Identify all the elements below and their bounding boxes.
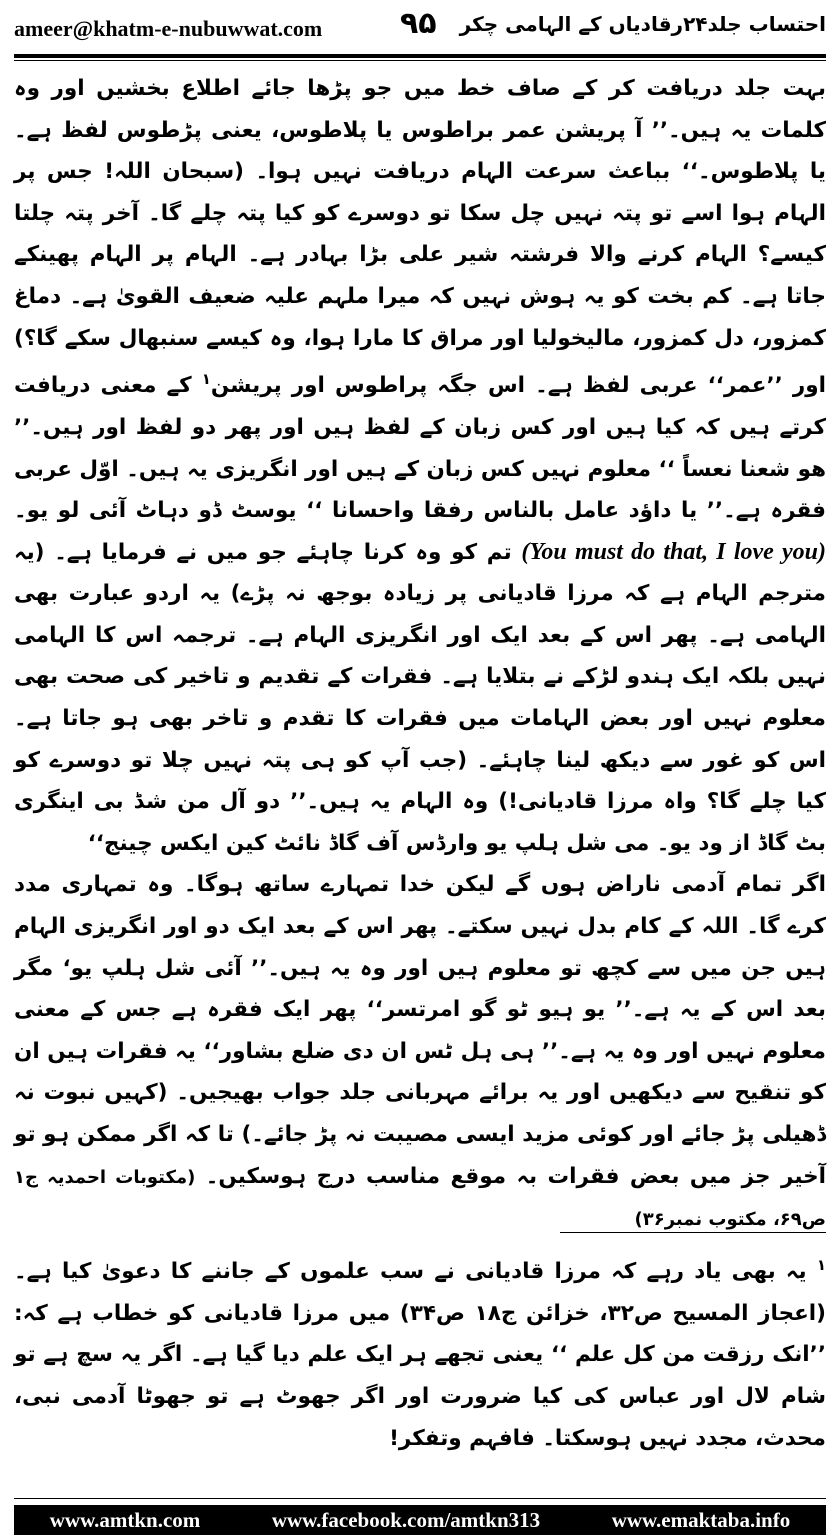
footnote-paragraph xyxy=(14,1245,826,1459)
header-rule-thick xyxy=(14,54,826,58)
english-quote: (You must do that, I love you) xyxy=(521,538,826,565)
page-header xyxy=(14,2,826,52)
reference-citation: (مکتوبات احمدیہ ج۱ ص۶۹، مکتوب نمبر۳۶) xyxy=(14,1166,826,1231)
main-text xyxy=(14,68,826,1241)
paragraph-1 xyxy=(14,68,826,864)
running-title: احتساب جلد۲۴رقادیاں کے الہامی چکر xyxy=(459,12,826,36)
footer-link-amtkn[interactable]: www.amtkn.com xyxy=(49,1507,201,1532)
footnote xyxy=(14,1245,826,1459)
header-email: ameer@khatm-e-nubuwwat.com xyxy=(14,16,323,41)
page-number: ۹۵ xyxy=(400,6,437,41)
footer-link-emaktaba[interactable]: www.emaktaba.info xyxy=(611,1507,791,1532)
header-rule-thin xyxy=(14,60,826,61)
footnote-number: ۱ xyxy=(816,1256,826,1274)
paragraph-1-text-c: تم کو وہ کرنا چاہئے جو میں نے فرمایا ہے۔ (یہ مترجم الہام ہے کہ مرزا قادیانی پر زیادہ بوجھ نہ پڑے) یہ اردو عبارت بھی الہامی ہے۔ پھر اس کے بعد ایک اور انگریزی الہام ہے۔ ترجمہ اس کا الہامی نہیں بلکہ ایک ہندو لڑکے نے بتلایا ہے۔ فقرات کے تقدیم و تاخیر کی صحت بھی معلوم نہیں اور بعض الہامات میں فقرات کا تقدم و تاخر بھی ہو جاتا ہے۔ اس کو غور سے دیکھ لینا چاہئے۔ (جب آپ کو ہی پتہ نہیں چلا تو دوسرے کو کیا چلے گا؟ واہ مرزا قادیانی!) وہ الہام یہ ہیں۔’’ دو آل من شڈ بی اینگری بٹ گاڈ از ود یو۔ می شل ہلپ یو وارڈس آف گاڈ نائٹ کین ایکس چینج‘‘ xyxy=(14,539,826,856)
footnote-marker: ۱ xyxy=(201,370,211,389)
page-footer xyxy=(14,1505,826,1535)
footer-link-facebook[interactable]: www.facebook.com/amtkn313 xyxy=(271,1507,541,1532)
paragraph-2-text: اگر تمام آدمی ناراض ہوں گے لیکن خدا تمہارے ساتھ ہوگا۔ وہ تمہاری مدد کرے گا۔ اللہ کے کام بدل نہیں سکتے۔ پھر اس کے بعد ایک دو اور انگریزی الہام ہیں جن میں سے کچھ تو معلوم ہیں اور وہ یہ ہیں۔’’ آئی شل ہلپ یو‘ مگر بعد اس کے یہ ہے۔’’ یو ہیو ٹو گو امرتسر‘‘ پھر ایک فقرہ ہے جس کے معنی معلوم نہیں اور وہ یہ ہے۔’’ ہی ہل ٹس ان دی ضلع بشاور‘‘ یہ فقرات ہیں ان کو تنقیح سے دیکھیں اور یہ برائے مہربانی جلد جواب بھیجیں۔ (کہیں نبوت نہ ڈھیلی پڑ جائے اور کوئی مزید ایسی مصیبت نہ پڑ جائے۔) تا کہ اگر ممکن ہو تو آخیر جز میں بعض فقرات بہ موقع مناسب درج ہوسکیں۔ xyxy=(14,872,826,1189)
paragraph-1-text: بہت جلد دریافت کر کے صاف خط میں جو پڑھا جائے اطلاع بخشیں اور وہ کلمات یہ ہیں۔’’ آ پریشن عمر براطوس یا پلاطوس، یعنی پڑطوس لفظ ہے۔ یا پلاطوس۔‘‘ بباعث سرعت الہام دریافت نہیں ہوا۔ (سبحان اللہ! جس پر الہام ہوا اسے تو پتہ نہیں چل سکا تو دوسرے کو کیا پتہ چلے گا۔ آخر پتہ چلتا کیسے؟ الہام کرنے والا فرشتہ شیر علی بڑا بہادر ہے۔ الہام پر الہام پھینکے جاتا ہے۔ کم بخت کو یہ ہوش نہیں کہ میرا ملہم علیہ ضعیف القویٰ ہے۔ دماغ کمزور، دل کمزور، مالیخولیا اور مراق کا مارا ہوا، وہ کیسے سنبھال سکے گا؟) اور ’’عمر‘‘ عربی لفظ ہے۔ اس جگہ پراطوس اور پریشن xyxy=(14,76,826,399)
footnote-text: یہ بھی یاد رہے کہ مرزا قادیانی نے سب علموں کے جاننے کا دعویٰ کیا ہے۔ (اعجاز المسیح ص۳۲، خزائن ج۱۸ ص۳۴) میں مرزا قادیانی کو خطاب ہے کہ: ’’انک رزقت من کل علم ‘‘ یعنی تجھے ہر ایک علم دیا گیا ہے۔ اگر یہ سچ ہے تو شام لال اور عباس کی کیا ضرورت اور اگر جھوٹ ہے تو جھوٹا آدمی نبی، محدث، مجدد نہیں ہوسکتا۔ فافہم وتفکر! xyxy=(14,1259,826,1451)
paragraph-1-text-b: کے معنی دریافت کرتے ہیں کہ کیا ہیں اور کس زبان کے لفظ ہیں اور پھر دو لفظ اور ہیں۔’’ ھو شعنا نعساً ‘‘ معلوم نہیں کس زبان کے ہیں اور انگریزی یہ ہیں۔ اوّل عربی فقرہ ہے۔’’ یا داؤد عامل بالناس رفقا واحسانا ‘‘ یوسٹ ڈو دہاٹ آئی لو یو۔ xyxy=(14,373,826,524)
footnote-rule xyxy=(560,1232,826,1233)
footer-rule xyxy=(14,1498,826,1499)
paragraph-2 xyxy=(14,864,826,1240)
